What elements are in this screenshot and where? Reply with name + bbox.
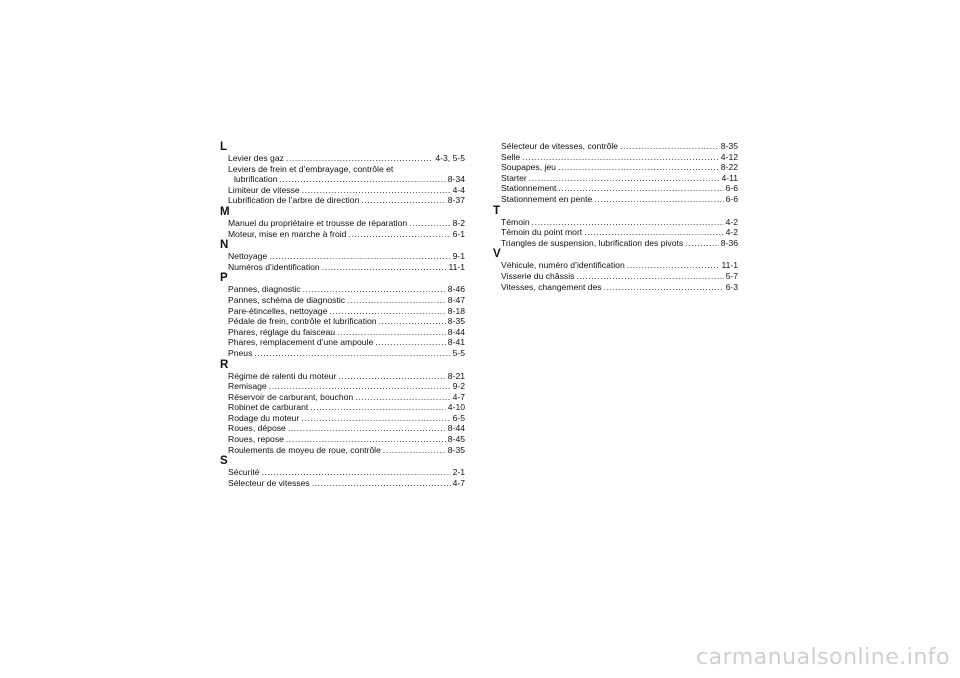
dot-leader <box>303 284 446 295</box>
index-entry-page: 8-34 <box>447 174 465 185</box>
index-entry-page: 4-7 <box>452 477 465 488</box>
dot-leader <box>254 348 450 359</box>
index-entry-page: 4-2 <box>725 216 738 227</box>
dot-leader <box>310 402 446 413</box>
dot-leader <box>288 423 446 434</box>
index-entry-label: Pannes, diagnostic <box>228 284 301 295</box>
index-entry-label: lubrification <box>234 174 278 185</box>
index-entry <box>220 316 465 327</box>
dot-leader <box>584 227 723 238</box>
dot-leader <box>279 174 445 185</box>
index-entry <box>220 392 465 403</box>
index-entry-label: Nettoyage <box>228 251 268 262</box>
index-entry-page: 4-10 <box>447 402 465 413</box>
dot-leader <box>262 467 451 478</box>
index-entry-label: Robinet de carburant <box>228 402 309 413</box>
watermark: carmanualsonline.info <box>696 645 950 670</box>
index-entry-page: 8-21 <box>447 370 465 381</box>
index-entry-label: Régime de ralenti du moteur <box>228 370 337 381</box>
index-entry <box>220 402 465 413</box>
index-entry <box>220 348 465 359</box>
dot-leader <box>532 217 724 228</box>
index-entry-label: Levier des gaz <box>228 153 284 163</box>
index-entry-label: Numéros d’identification <box>228 261 320 272</box>
index-letter-heading: N <box>220 239 229 252</box>
index-letter-heading: L <box>220 141 228 153</box>
dot-leader <box>301 413 450 424</box>
index-entry <box>493 183 738 194</box>
index-entry <box>220 185 465 196</box>
index-entry-label: Starter <box>501 172 527 183</box>
index-entry-label: Réservoir de carburant, bouchon <box>228 391 354 402</box>
index-entry-page: 8-35 <box>447 316 465 327</box>
dot-leader <box>322 262 447 273</box>
index-entry <box>220 467 465 478</box>
dot-leader <box>302 185 451 196</box>
dot-leader <box>375 337 446 348</box>
index-entry-label: Roues, repose <box>228 434 284 445</box>
dot-leader <box>604 282 724 293</box>
index-letter-heading: M <box>220 205 230 218</box>
index-entry-page: 4-2 <box>725 227 738 238</box>
index-entry <box>220 434 465 445</box>
index-entry-page: 6-1 <box>452 228 465 239</box>
index-entry-page: 4-11 <box>721 172 738 183</box>
index-entry <box>220 371 465 382</box>
dot-leader <box>269 251 450 262</box>
index-entry-label: Pare-étincelles, nettoyage <box>228 305 328 316</box>
dot-leader <box>355 392 450 403</box>
index-entry-label: Stationnement en pente <box>501 193 593 204</box>
index-entry-label: Témoin <box>501 216 530 227</box>
dot-leader <box>269 381 451 392</box>
index-entry-label: Sélecteur de vitesses, contrôle <box>501 141 619 151</box>
index-entry-page: 8-41 <box>447 337 465 348</box>
index-letter-heading: V <box>493 248 501 261</box>
index-entry-page: 5-5 <box>452 347 465 358</box>
index-entry-page: 8-35 <box>447 444 465 455</box>
index-entry-page: 6-6 <box>725 193 738 204</box>
index-entry-page: 9-1 <box>452 251 465 262</box>
index-entry-page: 5-7 <box>725 270 738 281</box>
index-entry <box>493 152 738 163</box>
index-entry <box>220 218 465 229</box>
index-entry <box>220 327 465 338</box>
index-entry <box>220 306 465 317</box>
dot-leader <box>620 141 719 152</box>
index-entry-page: 11-1 <box>448 261 465 272</box>
index-entry-label: Pneus <box>228 347 253 358</box>
index-entry <box>220 478 465 489</box>
index-entry-page: 11-1 <box>721 260 738 271</box>
dot-leader <box>286 153 433 164</box>
index-entry <box>493 173 738 184</box>
index-entry-page: 6-5 <box>452 412 465 423</box>
dot-leader <box>329 306 445 317</box>
dot-leader <box>347 295 446 306</box>
dot-leader <box>522 152 719 163</box>
dot-leader <box>409 218 450 229</box>
index-entry-page: 4-3, 5-5 <box>435 153 465 163</box>
index-entry-label: Manuel du propriétaire et trousse de réparation <box>228 217 408 228</box>
index-entry-label: Pédale de frein, contrôle et lubrification <box>228 316 377 327</box>
index-entry-label: Sécurité <box>228 467 260 478</box>
index-entry <box>493 260 738 271</box>
index-entry-page: 8-44 <box>447 326 465 337</box>
index-entry-page: 8-18 <box>447 305 465 316</box>
index-entry <box>220 381 465 392</box>
index-entry-label: Vitesses, changement des <box>501 281 602 292</box>
index-entry-label: Leviers de frein et d’embrayage, contrôle et <box>228 163 394 174</box>
index-entry-label: Phares, réglage du faisceau <box>228 326 336 337</box>
dot-leader <box>685 238 719 249</box>
index-entry <box>493 141 738 152</box>
dot-leader <box>558 162 719 173</box>
dot-leader <box>338 371 445 382</box>
index-entry-label: Pannes, schéma de diagnostic <box>228 294 346 305</box>
index-entry-label: Triangles de suspension, lubrification des pivots <box>501 237 684 248</box>
index-entry <box>220 295 465 306</box>
index-entry-page: 8-47 <box>447 294 465 305</box>
index-entry-label: Visserie du châssis <box>501 270 575 281</box>
index-entry <box>493 162 738 173</box>
dot-leader <box>576 271 723 282</box>
index-entry-label: Sélecteur de vitesses <box>228 477 310 488</box>
index-entry-label: Phares, remplacement d’une ampoule <box>228 337 374 348</box>
index-entry-page: 8-2 <box>452 217 465 228</box>
index-entry-page: 6-6 <box>725 183 738 194</box>
index-entry <box>220 262 465 273</box>
dot-leader <box>529 173 720 184</box>
index-entry-label: Lubrification de l’arbre de direction <box>228 195 360 206</box>
index-letter-heading: R <box>220 358 229 371</box>
index-entry <box>220 423 465 434</box>
index-entry-page: 4-12 <box>720 151 738 162</box>
dot-leader <box>379 316 446 327</box>
index-entry-label: Véhicule, numéro d’identification <box>501 260 625 271</box>
dot-leader <box>337 327 446 338</box>
index-entry <box>220 445 465 456</box>
index-entry-label: Soupapes, jeu <box>501 162 556 173</box>
index-entry-page: 8-46 <box>447 284 465 295</box>
dot-leader <box>361 195 445 206</box>
index-entry-label: Témoin du point mort <box>501 227 583 238</box>
index-entry-page: 8-35 <box>720 141 738 151</box>
index-entry <box>493 271 738 282</box>
index-entry <box>220 284 465 295</box>
index-entry-label: Roulements de moyeu de roue, contrôle <box>228 444 381 455</box>
dot-leader <box>558 183 723 194</box>
dot-leader <box>312 478 451 489</box>
index-entry <box>220 413 465 424</box>
index-column-right <box>493 141 738 292</box>
index-entry-page: 9-2 <box>452 381 465 392</box>
index-entry-page: 8-22 <box>720 162 738 173</box>
index-entry-label: Moteur, mise en marche à froid <box>228 228 347 239</box>
index-entry-page: 2-1 <box>452 467 465 478</box>
index-entry-label: Limiteur de vitesse <box>228 184 300 195</box>
index-entry <box>220 195 465 206</box>
index-entry-page: 8-36 <box>720 237 738 248</box>
index-letter-heading: P <box>220 272 228 285</box>
index-entry <box>493 217 738 228</box>
index-letter-heading: T <box>493 204 501 217</box>
index-entry-page: 4-4 <box>452 184 465 195</box>
index-entry <box>220 174 465 185</box>
index-entry-label: Remisage <box>228 381 267 392</box>
index-entry-label: Rodage du moteur <box>228 412 300 423</box>
index-entry <box>493 238 738 249</box>
index-entry-page: 8-45 <box>447 434 465 445</box>
index-entry-page: 8-37 <box>447 195 465 206</box>
dot-leader <box>627 260 720 271</box>
index-entry <box>220 153 465 164</box>
dot-leader <box>383 445 446 456</box>
index-entry <box>220 229 465 240</box>
index-entry-page: 6-3 <box>725 281 738 292</box>
dot-leader <box>286 434 446 445</box>
index-entry <box>220 251 465 262</box>
dot-leader <box>348 229 450 240</box>
index-entry <box>220 337 465 348</box>
index-entry-label: Stationnement <box>501 183 557 194</box>
index-entry <box>493 282 738 293</box>
index-entry-label: Roues, dépose <box>228 423 286 434</box>
dot-leader <box>594 194 723 205</box>
index-entry-page: 8-44 <box>447 423 465 434</box>
index-entry-page: 4-7 <box>452 391 465 402</box>
index-entry <box>493 227 738 238</box>
index-column-left <box>220 141 465 488</box>
index-entry-label: Selle <box>501 151 521 162</box>
index-letter-heading: S <box>220 455 228 468</box>
index-entry <box>493 194 738 205</box>
